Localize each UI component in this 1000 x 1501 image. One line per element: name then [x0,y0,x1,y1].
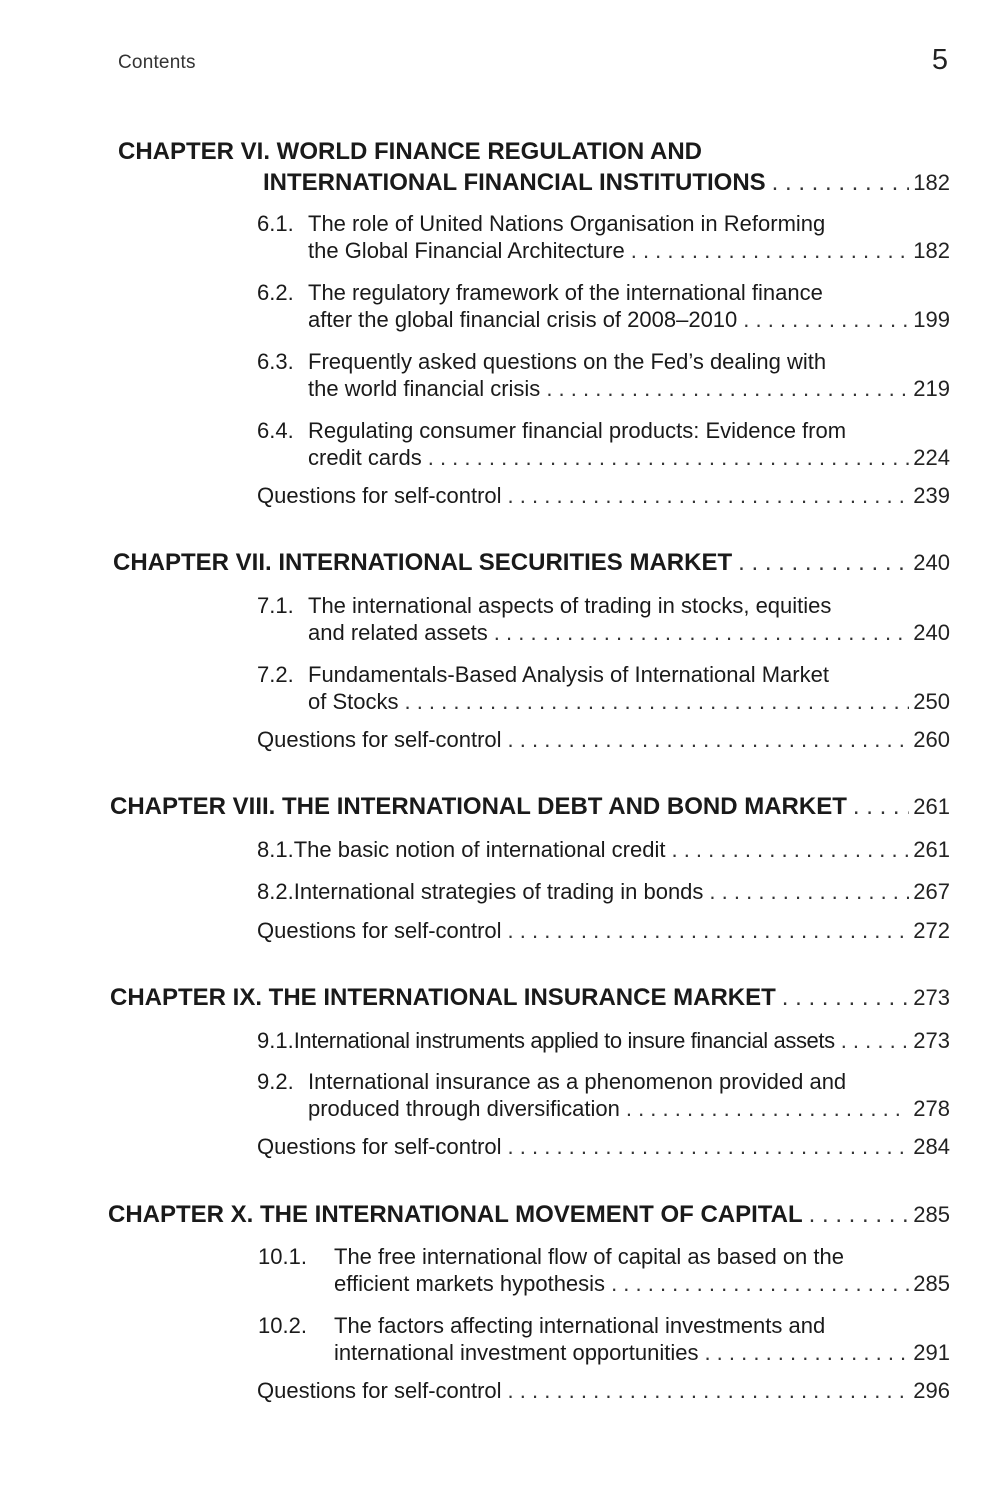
dot-leader [704,1340,909,1366]
chapter-title: CHAPTER IX. THE INTERNATIONAL INSURANCE MARKET [110,984,776,1011]
section-page: 250 [913,689,950,714]
chapter-page: 182 [913,170,950,195]
section-number: 9.2. [257,1069,294,1094]
section-page: 267 [913,879,950,904]
section-page: 199 [913,307,950,332]
section-title-cont: efficient markets hypothesis [334,1271,606,1296]
section-title: The regulatory framework of the international finance [308,280,823,305]
section-title-line2 [308,620,950,646]
section-page: 240 [913,620,950,645]
section-page: 273 [913,1028,950,1053]
dot-leader [853,793,909,821]
toc-entry[interactable] [257,662,950,718]
questions-label: Questions for self-control [257,727,502,752]
toc-entry[interactable] [258,1313,950,1369]
section-number: 6.4. [257,418,294,443]
toc-entry[interactable] [258,1244,950,1300]
chapter-title: CHAPTER VIII. THE INTERNATIONAL DEBT AND BOND MARKET [110,793,847,820]
dot-leader [738,549,909,577]
section-title: International strategies of trading in bonds [293,879,704,904]
section-title-line2 [308,376,950,402]
questions-label: Questions for self-control [257,1378,502,1403]
chapter-heading[interactable] [113,549,950,577]
running-head: Contents [118,52,196,73]
chapter-title: CHAPTER VI. WORLD FINANCE REGULATION AND [118,138,702,165]
dot-leader [671,837,909,863]
section-title: The basic notion of international credit [293,837,666,862]
dot-leader [508,1378,910,1404]
section-title-line2 [334,1271,950,1297]
toc-entry[interactable] [257,349,950,405]
chapter-6 [0,138,1000,508]
page-number: 5 [931,44,948,76]
toc-entry[interactable] [257,837,950,863]
section-title-line2 [308,445,950,471]
section-title-cont: the Global Financial Architecture [308,238,625,263]
dot-leader [631,238,910,264]
section-title: The factors affecting international investments and [334,1313,826,1338]
chapter-title: CHAPTER VII. INTERNATIONAL SECURITIES MARKET [113,549,733,576]
section-title: Fundamentals-Based Analysis of International Market [308,662,829,687]
chapter-title: CHAPTER X. THE INTERNATIONAL MOVEMENT OF CAPITAL [108,1201,803,1228]
section-title-line2 [308,307,950,333]
questions-page: 260 [913,727,950,752]
section-title: The free international flow of capital as based on the [334,1244,844,1269]
section-page: 219 [913,376,950,401]
questions-page: 284 [913,1134,950,1159]
questions-label: Questions for self-control [257,483,502,508]
dot-leader [494,620,910,646]
section-number: 8.2. [257,879,294,904]
dot-leader [404,689,909,715]
toc-entry[interactable] [257,879,950,905]
section-page: 278 [913,1096,950,1121]
section-number: 10.1. [258,1244,307,1269]
chapter-heading[interactable] [0,138,1000,198]
chapter-title-line2 [263,169,950,197]
questions-page: 272 [913,918,950,943]
section-page: 224 [913,445,950,470]
questions-entry[interactable] [257,483,950,509]
dot-leader [508,918,910,944]
chapter-heading[interactable] [110,793,950,821]
dot-leader [626,1096,909,1122]
questions-label: Questions for self-control [257,918,502,943]
section-title-line2 [308,238,950,264]
chapter-page: 273 [913,985,950,1010]
questions-entry[interactable] [257,1134,950,1160]
chapter-page: 285 [913,1202,950,1227]
section-title-cont: credit cards [308,445,422,470]
toc-entry[interactable] [257,1069,950,1125]
section-title-cont: of Stocks [308,689,399,714]
section-number: 8.1. [257,837,294,862]
section-title-cont: after the global financial crisis of 2008–2010 [308,307,738,332]
questions-entry[interactable] [257,1378,950,1404]
section-title: The role of United Nations Organisation in Reforming [308,211,826,236]
section-number: 6.3. [257,349,294,374]
section-title-cont: the world financial crisis [308,376,541,401]
chapter-page: 261 [913,794,950,819]
chapter-heading[interactable] [110,984,950,1012]
chapter-heading[interactable] [108,1201,950,1229]
section-number: 7.1. [257,593,294,618]
section-title: The international aspects of trading in stocks, equities [308,593,832,618]
questions-entry[interactable] [257,918,950,944]
section-number: 7.2. [257,662,294,687]
dot-leader [546,376,909,402]
section-title-cont: international investment opportunities [334,1340,699,1365]
dot-leader [611,1271,909,1297]
section-page: 291 [913,1340,950,1365]
dot-leader [743,307,909,333]
section-title: Regulating consumer financial products: Evidence from [308,418,847,443]
section-number: 10.2. [258,1313,307,1338]
toc-entry[interactable] [257,280,950,336]
dot-leader [809,1201,910,1229]
section-page: 285 [913,1271,950,1296]
section-number: 9.1. [257,1028,294,1053]
toc-entry[interactable] [257,211,950,267]
section-title-line2 [308,1096,950,1122]
dot-leader [508,727,910,753]
dot-leader [772,169,910,197]
questions-page: 296 [913,1378,950,1403]
section-title: Frequently asked questions on the Fed’s dealing with [308,349,827,374]
section-title: International insurance as a phenomenon provided and [308,1069,847,1094]
section-title-cont: and related assets [308,620,488,645]
section-title-line2 [308,689,950,715]
dot-leader [841,1028,910,1054]
dot-leader [428,445,910,471]
toc-entry[interactable] [257,1028,950,1054]
questions-entry[interactable] [257,727,950,753]
questions-label: Questions for self-control [257,1134,502,1159]
questions-page: 239 [913,483,950,508]
chapter-title-cont: INTERNATIONAL FINANCIAL INSTITUTIONS [263,169,766,196]
chapter-page: 240 [913,550,950,575]
section-page: 261 [913,837,950,862]
section-title: International instruments applied to insure financial assets [293,1028,835,1053]
section-number: 6.1. [257,211,294,236]
dot-leader [782,984,909,1012]
toc-entry[interactable] [257,593,950,649]
section-page: 182 [913,238,950,263]
dot-leader [508,483,910,509]
toc-entry[interactable] [257,418,950,474]
section-title-cont: produced through diversification [308,1096,620,1121]
dot-leader [709,879,909,905]
section-number: 6.2. [257,280,294,305]
section-title-line2 [334,1340,950,1366]
dot-leader [508,1134,910,1160]
